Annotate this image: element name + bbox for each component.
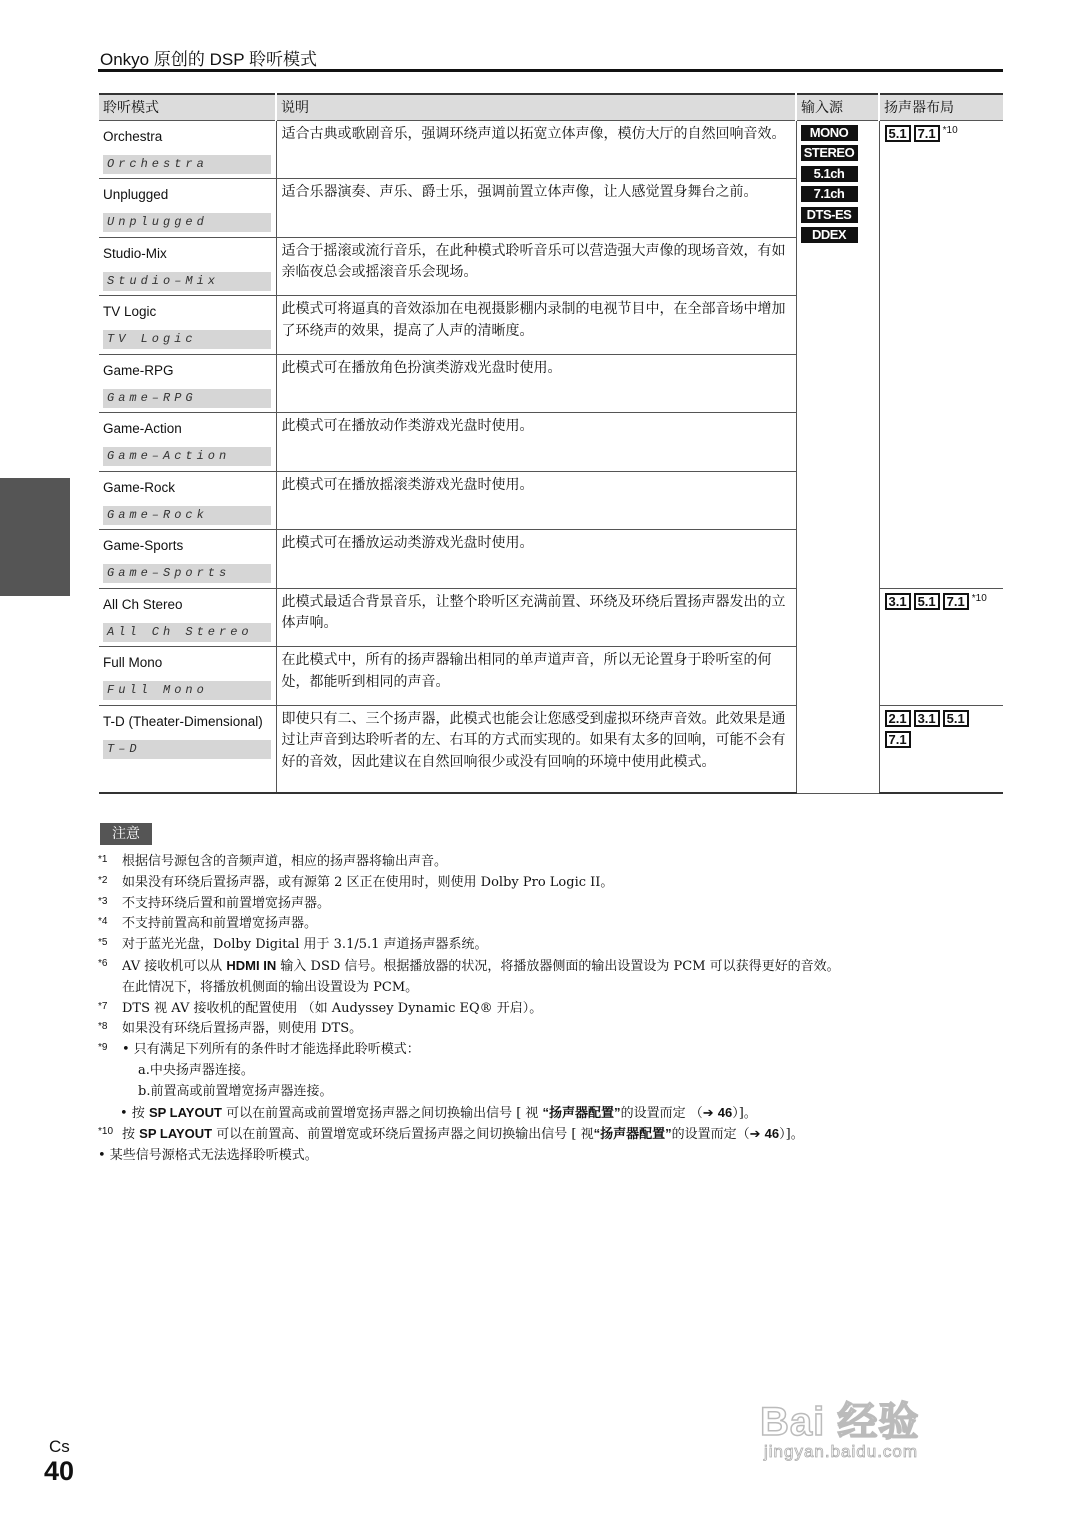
footnote-mark: *10 [98, 1126, 114, 1138]
mode-description: 此模式可将逼真的音效添加在电视摄影棚内录制的电视节目中，在全部音场中增加了环绕声的效果，提高了人声的清晰度。 [281, 301, 786, 339]
mode-display-text: Game–Action [103, 447, 271, 466]
footnote-text: 在此情况下，将播放机侧面的输出设置设为 PCM。 [122, 979, 419, 995]
speaker-layout-cell [879, 120, 1003, 588]
speaker-badge: 7.1 [914, 125, 940, 142]
header-speaker-layout: 扬声器布局 [879, 94, 1003, 120]
footnote-text: 不支持前置高和前置增宽扬声器。 [122, 916, 318, 932]
mode-name: All Ch Stereo [103, 596, 183, 612]
mode-display-text: Unplugged [103, 213, 271, 232]
footnote-mark: *5 [98, 937, 108, 949]
source-badge-7-1ch: 7.1ch [801, 186, 858, 202]
mode-display-text: Game–RPG [103, 389, 271, 408]
mode-name: Game-Action [103, 421, 182, 436]
mode-name: Game-RPG [103, 362, 174, 378]
mode-display-text: Game–Sports [103, 564, 271, 583]
footnote-general [98, 1146, 1018, 1167]
footnote-4 [98, 914, 1018, 935]
mode-description: 此模式可在播放摇滚类游戏光盘时使用。 [281, 476, 534, 493]
mode-display-text: Game–Rock [103, 506, 271, 525]
footnote-1 [98, 852, 1018, 873]
footnote-text: 根据信号源包含的音频声道，相应的扬声器将输出声音。 [122, 854, 448, 869]
speaker-layout-cell [879, 588, 1003, 705]
footnote-mark: *1 [98, 854, 108, 865]
footnotes [98, 852, 1018, 1167]
speaker-badge: 2.1 [885, 710, 911, 727]
footnote-9-item-b [98, 1082, 1018, 1103]
speaker-badge: 7.1 [943, 593, 969, 610]
header-mode: 聆听模式 [99, 94, 276, 120]
footnote-mark: *7 [98, 1000, 108, 1012]
footnote-mark: *2 [98, 874, 108, 886]
page-title: Onkyo 原创的 DSP 聆听模式 [100, 50, 317, 69]
footnote-text: 对于蓝光光盘，Dolby Digital 用于 3.1/5.1 声道扬声器系统。 [122, 937, 488, 953]
source-badge-5-1ch: 5.1ch [801, 166, 858, 182]
mode-display-text: Orchestra [103, 155, 271, 174]
watermark-url: jingyan.baidu.com [764, 1442, 919, 1461]
footnote-text: • 只有满足下列所有的条件时才能选择此聆听模式： [122, 1042, 420, 1058]
mode-name: TV Logic [103, 304, 157, 319]
footnote-text: b.前置高或前置增宽扬声器连接。 [138, 1083, 333, 1099]
footnote-mark: *8 [98, 1021, 108, 1033]
watermark-logo-text: Bai 经验 [760, 1400, 920, 1444]
footnote-text: • 按 [120, 1105, 145, 1121]
header-description: 说明 [276, 94, 796, 120]
mode-description: 适合古典或歌剧音乐，强调环绕声道以拓宽立体声像，模仿大厅的自然回响音效。 [281, 125, 786, 142]
footnote-ref: *10 [942, 124, 958, 136]
mode-description: 即使只有二、三个扬声器，此模式也能会让您感受到虚拟环绕声音效。此效果是通过让声音到达聆听者的左、右耳的方式而实现的。如果有太多的回响，可能不会有好的音效，因此建议在自然回响很少或没有回响的环境中使用此模式。 [281, 710, 786, 770]
mode-description: 此模式可在播放动作类游戏光盘时使用。 [281, 418, 534, 434]
speaker-badge: 3.1 [914, 710, 940, 727]
page-ref: 46 [717, 1104, 733, 1120]
footnote-mark: *6 [98, 957, 108, 969]
mode-display-text: Studio–Mix [103, 272, 271, 291]
footnote-text: ）]。 [779, 1127, 804, 1143]
footnote-2 [98, 873, 1018, 894]
footnote-text: 的设置而定（➔ [671, 1127, 765, 1143]
footnote-7 [98, 999, 1018, 1020]
mode-name: Game-Sports [103, 538, 184, 553]
footnote-5 [98, 935, 1018, 956]
listening-mode-table [99, 93, 1003, 794]
notes-label: 注意 [100, 823, 152, 845]
mode-display-text: All Ch Stereo [103, 623, 271, 642]
speaker-badge: 7.1 [885, 731, 911, 748]
footnote-ref: *10 [971, 592, 987, 604]
footnote-text: 输入 DSD 信号。根据播放器的状况，将播放器侧面的输出设置设为 PCM 可以获得更好的音效。 [280, 958, 840, 974]
footnote-text: AV 接收机可以从 [122, 958, 223, 974]
mode-name: Game-Rock [103, 479, 176, 495]
speaker-config-label: “扬声器配置” [593, 1126, 672, 1142]
mode-name: T-D (Theater-Dimensional) [103, 713, 263, 729]
footnote-text: ）]。 [732, 1105, 757, 1121]
input-source-cell [796, 120, 879, 793]
footnote-6-continued [98, 978, 1018, 999]
footnote-8 [98, 1019, 1018, 1040]
mode-description: 在此模式中，所有的扬声器输出相同的单声道声音，所以无论置身于聆听室的何处，都能听到相同的声音。 [281, 652, 772, 690]
footnote-text: 如果没有环绕后置扬声器，则使用 DTS。 [122, 1021, 363, 1037]
baidu-watermark [760, 1390, 1010, 1470]
source-badge-dts-es: DTS-ES [801, 207, 858, 223]
section-side-tab [0, 478, 70, 596]
mode-display-text: Full Mono [103, 681, 271, 700]
mode-description: 此模式最适合背景音乐，让整个聆听区充满前置、环绕及环绕后置扬声器发出的立体声响。 [281, 593, 786, 631]
footnote-mark: *4 [98, 916, 108, 928]
speaker-badge: 5.1 [943, 710, 969, 727]
speaker-badge: 3.1 [885, 593, 911, 610]
footnote-text: 按 [122, 1127, 136, 1143]
footnote-text: 不支持环绕后置和前置增宽扬声器。 [122, 895, 331, 911]
footnote-text: 的设置而定 （➔ [620, 1105, 718, 1121]
title-rule [98, 69, 1003, 72]
footnote-text: • 某些信号源格式无法选择聆听模式。 [98, 1148, 318, 1164]
speaker-badge: 5.1 [885, 125, 911, 142]
source-badge-mono: MONO [801, 125, 858, 141]
footnote-3 [98, 894, 1018, 915]
mode-name: Unplugged [103, 187, 169, 202]
mode-description: 此模式可在播放运动类游戏光盘时使用。 [281, 535, 534, 551]
mode-display-text: T–D [103, 740, 271, 759]
sp-layout-label: SP LAYOUT [139, 1126, 213, 1142]
mode-name: Studio-Mix [103, 245, 167, 261]
page-language: Cs [49, 1437, 70, 1456]
footnote-text: DTS 视 AV 接收机的配置使用 （如 Audyssey Dynamic EQ® 开启）。 [122, 1000, 543, 1016]
table-header-row [99, 94, 1003, 120]
mode-name: Full Mono [103, 655, 163, 670]
footnote-text: a.中央扬声器连接。 [138, 1062, 254, 1078]
page-number: 40 [44, 1456, 75, 1486]
speaker-config-label: “扬声器配置” [542, 1104, 621, 1120]
footnote-text: 如果没有环绕后置扬声器，或有源第 2 区正在使用时，则使用 Dolby Pro Logic II。 [122, 874, 614, 890]
page-ref: 46 [764, 1126, 780, 1142]
footnote-text: 可以在前置高或前置增宽扬声器之间切换输出信号 [ 视 [226, 1105, 543, 1121]
footnote-10 [98, 1124, 1018, 1146]
mode-display-text: TV Logic [103, 330, 271, 349]
source-badge-dolby-ex: DDEX [801, 227, 858, 243]
footnote-6 [98, 956, 1018, 978]
footnote-text: 可以在前置高、前置增宽或环绕后置扬声器之间切换输出信号 [ 视 [216, 1127, 594, 1143]
mode-description: 适合于摇滚或流行音乐，在此种模式聆听音乐可以营造强大声像的现场音效，有如亲临夜总会或摇滚音乐会现场。 [281, 242, 786, 280]
table-row [99, 120, 1003, 179]
sp-layout-label: SP LAYOUT [148, 1104, 222, 1120]
footnote-mark: *9 [98, 1042, 108, 1054]
source-badge-stereo: STEREO [801, 145, 858, 161]
mode-description: 适合乐器演奏、声乐、爵士乐，强调前置立体声像，让人感觉置身舞台之前。 [281, 184, 758, 200]
mode-name: Orchestra [103, 128, 163, 144]
speaker-badge: 5.1 [914, 593, 940, 610]
hdmi-in-label: HDMI IN [226, 957, 277, 973]
footnote-9-bullet-2 [98, 1103, 1018, 1125]
footnote-9-item-a [98, 1061, 1018, 1082]
footnote-9 [98, 1040, 1018, 1061]
mode-description: 此模式可在播放角色扮演类游戏光盘时使用。 [281, 359, 562, 376]
header-input-source: 输入源 [796, 94, 879, 120]
speaker-layout-cell [879, 705, 1003, 793]
footnote-mark: *3 [98, 895, 108, 907]
